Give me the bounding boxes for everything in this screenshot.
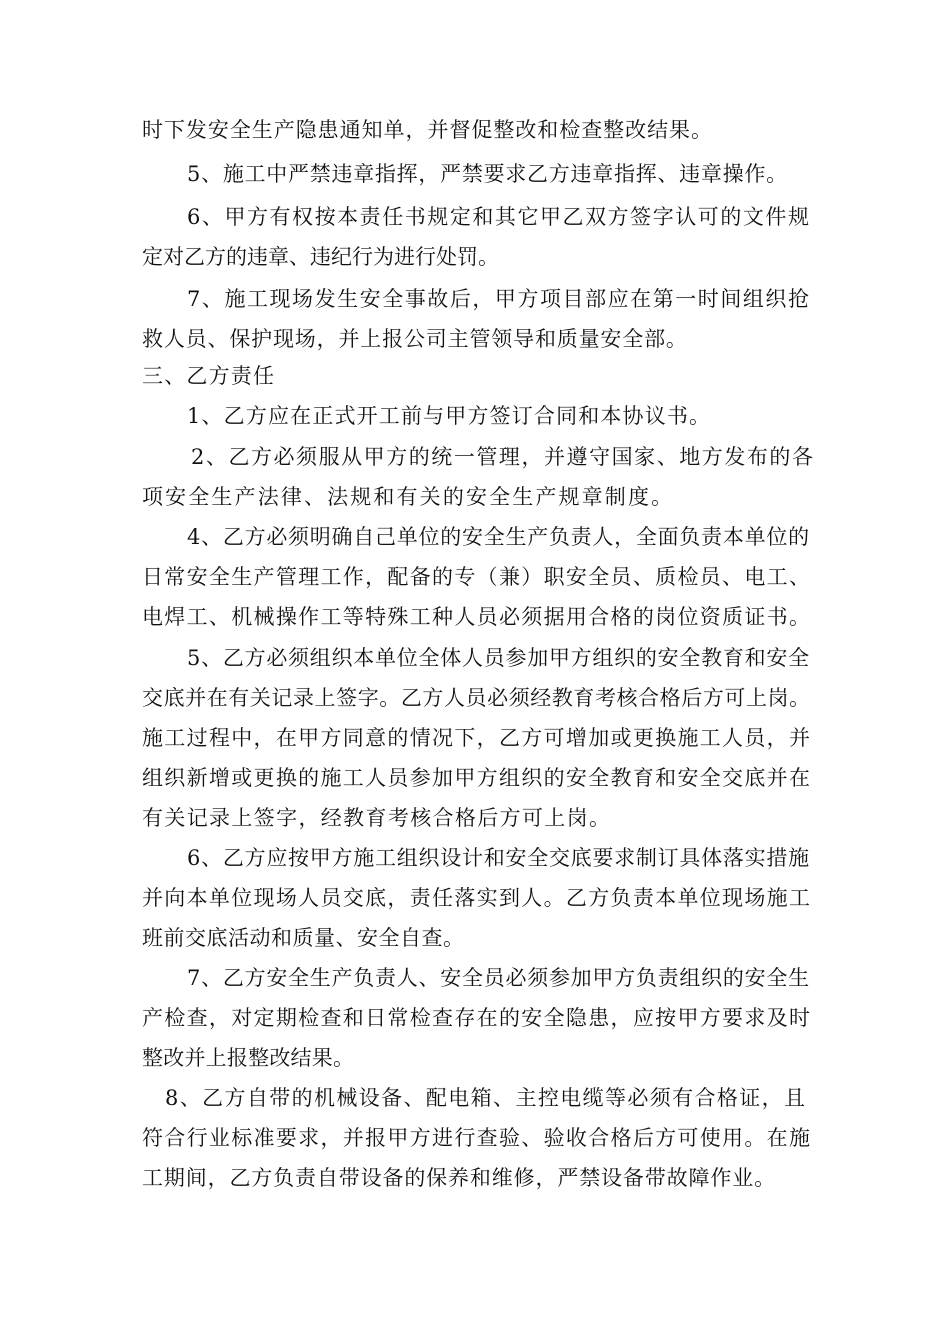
body-text-line: 电焊工、机械操作工等特殊工种人员必须据用合格的岗位资质证书。 (142, 605, 812, 629)
body-text-line: 4、乙方必须明确自己单位的安全生产负责人，全面负责本单位的 (187, 525, 810, 549)
body-text-line: 7、乙方安全生产负责人、安全员必须参加甲方负责组织的安全生 (187, 966, 810, 990)
body-text-line: 1、乙方应在正式开工前与甲方签订合同和本协议书。 (187, 404, 712, 428)
body-text-line: 施工过程中，在甲方同意的情况下，乙方可增加或更换施工人员，并 (142, 726, 812, 750)
body-text-line: 救人员、保护现场，并上报公司主管领导和质量安全部。 (142, 327, 688, 351)
body-text-line: 项安全生产法律、法规和有关的安全生产规章制度。 (142, 485, 675, 509)
body-text-line: 班前交底活动和质量、安全自查。 (142, 926, 465, 950)
body-text-line: 2、乙方必须服从甲方的统一管理，并遵守国家、地方发布的各 (191, 445, 815, 469)
body-text-line: 产检查，对定期检查和日常检查存在的安全隐患，应按甲方要求及时 (142, 1006, 812, 1030)
body-text-line: 时下发安全生产隐患通知单，并督促整改和检查整改结果。 (142, 118, 713, 142)
body-text-line: 5、施工中严禁违章指挥，严禁要求乙方违章指挥、违章操作。 (187, 162, 788, 186)
body-text-line: 交底并在有关记录上签字。乙方人员必须经教育考核合格后方可上岗。 (142, 686, 811, 710)
body-text-line: 整改并上报整改结果。 (142, 1046, 355, 1070)
body-text-line: 7、施工现场发生安全事故后，甲方项目部应在第一时间组织抢 (187, 287, 811, 311)
body-text-line: 8、乙方自带的机械设备、配电箱、主控电缆等必须有合格证，且 (165, 1086, 807, 1110)
body-text-line: 工期间，乙方负责自带设备的保养和维修，严禁设备带故障作业。 (142, 1166, 776, 1190)
body-text-line: 符合行业标准要求，并报甲方进行查验、验收合格后方可使用。在施 (142, 1126, 812, 1150)
body-text-line: 组织新增或更换的施工人员参加甲方组织的安全教育和安全交底并在 (142, 766, 812, 790)
body-text-line: 6、乙方应按甲方施工组织设计和安全交底要求制订具体落实措施 (187, 846, 810, 870)
body-text-line: 6、甲方有权按本责任书规定和其它甲乙双方签字认可的文件规 (187, 205, 811, 229)
body-text-line: 5、乙方必须组织本单位全体人员参加甲方组织的安全教育和安全 (187, 646, 810, 670)
body-text-line: 并向本单位现场人员交底，责任落实到人。乙方负责本单位现场施工 (142, 886, 812, 910)
body-text-line: 有关记录上签字，经教育考核合格后方可上岗。 (142, 806, 612, 830)
body-text-line: 日常安全生产管理工作，配备的专（兼）职安全员、质检员、电工、 (142, 565, 812, 589)
body-text-line: 定对乙方的违章、违纪行为进行处罚。 (142, 245, 499, 269)
section-heading: 三、乙方责任 (142, 364, 276, 388)
